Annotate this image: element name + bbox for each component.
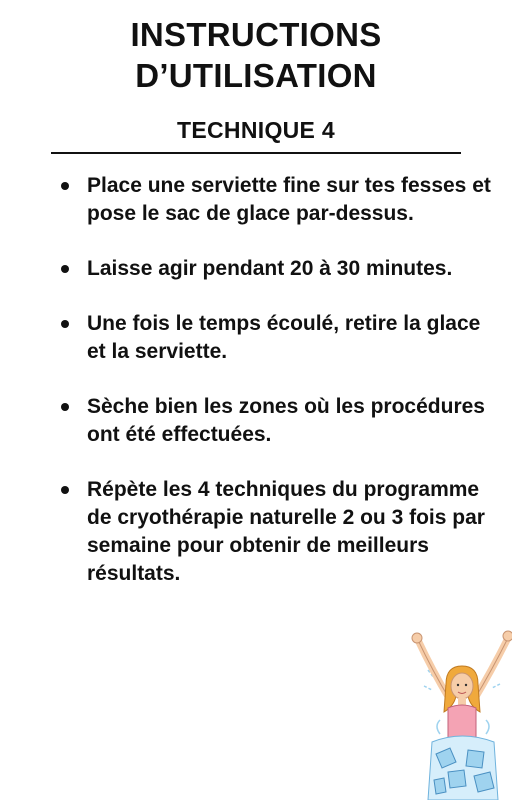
list-item-text: Laisse agir pendant 20 à 30 minutes. [87, 257, 453, 280]
bullet-icon [61, 265, 69, 273]
instruction-list [0, 172, 512, 615]
page-title-line-1: INSTRUCTIONS [130, 16, 382, 53]
page-subtitle: TECHNIQUE 4 [177, 117, 335, 143]
title-divider [51, 152, 461, 154]
list-item [0, 476, 512, 588]
page-title [0, 14, 512, 96]
list-item-text: Répète les 4 techniques du programme de cryothérapie naturelle 2 ou 3 fois par semaine pour obtenir de meilleurs résultats. [87, 478, 485, 585]
woman-in-ice-water-illustration [410, 630, 512, 800]
bullet-icon [61, 403, 69, 411]
list-item-text: Sèche bien les zones où les procédures ont été effectuées. [87, 395, 485, 446]
bullet-icon [61, 486, 69, 494]
list-item-text: Place une serviette fine sur tes fesses et pose le sac de glace par-dessus. [87, 174, 491, 225]
list-item [0, 393, 512, 449]
bullet-icon [61, 320, 69, 328]
list-item-text: Une fois le temps écoulé, retire la glace et la serviette. [87, 312, 481, 363]
page-title-line-2: D’UTILISATION [135, 57, 377, 94]
list-item [0, 172, 512, 228]
list-item [0, 255, 512, 283]
list-item [0, 310, 512, 366]
bullet-icon [61, 182, 69, 190]
